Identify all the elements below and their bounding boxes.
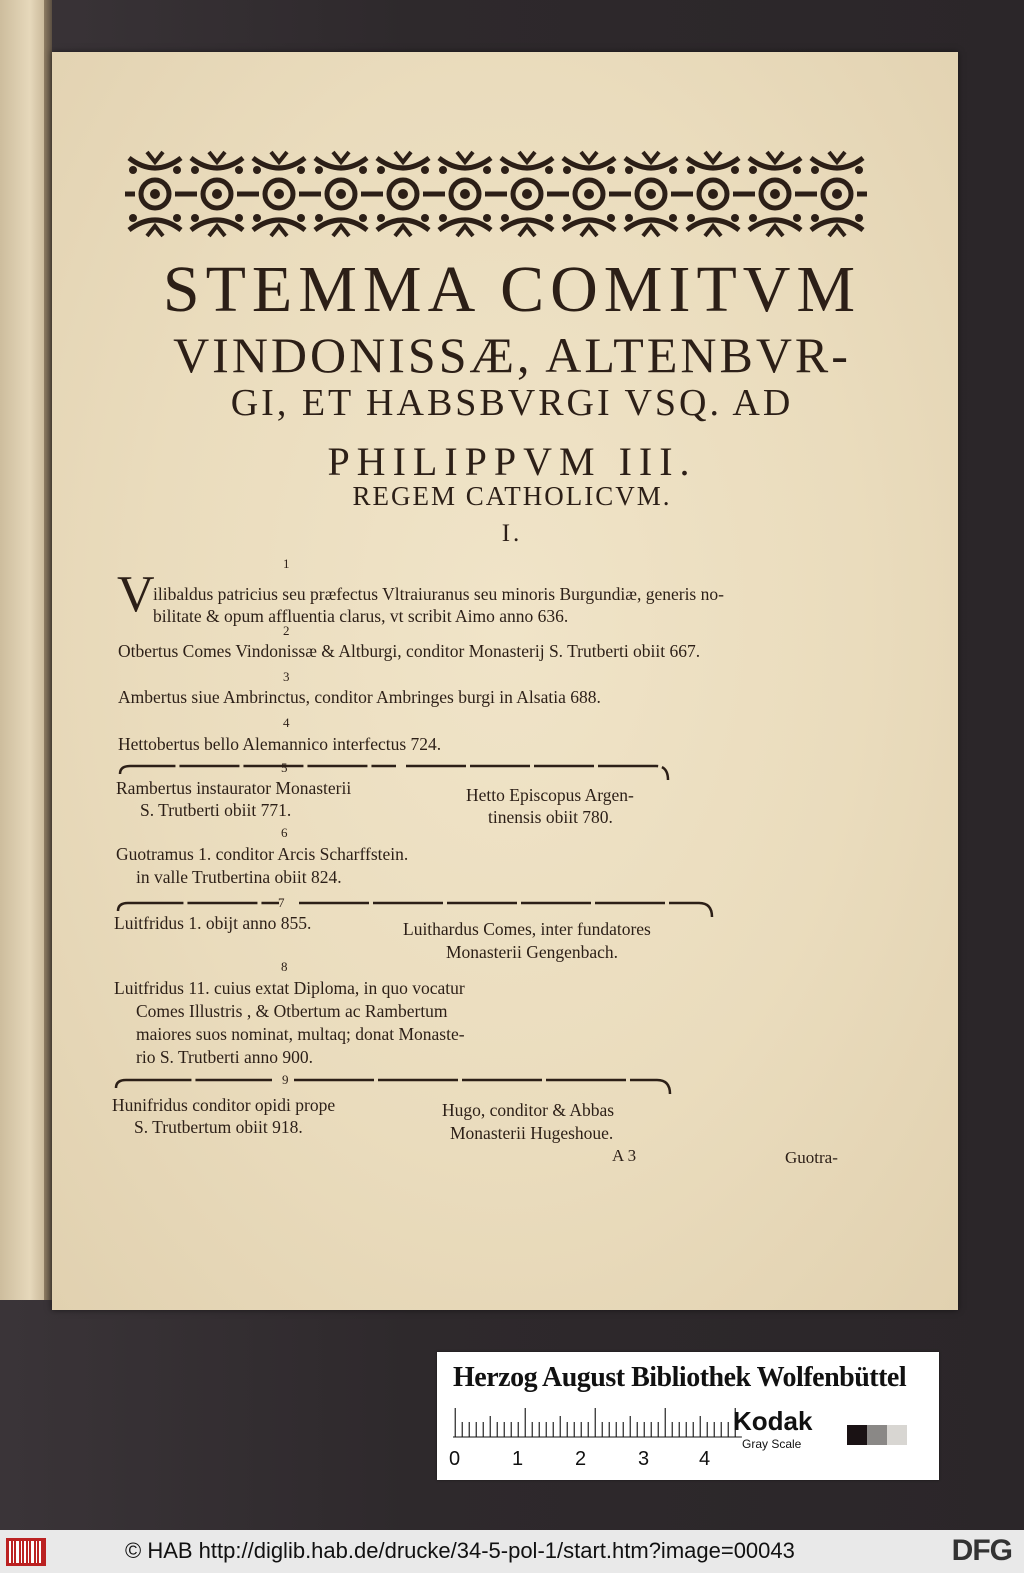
generation-number: 6 <box>281 825 288 840</box>
entry-8-line-4: rio S. Trutberti anno 900. <box>136 1047 313 1067</box>
book-gutter <box>44 0 52 1300</box>
dfg-logo: DFG <box>951 1534 1012 1567</box>
ruler-label: 0 <box>449 1448 461 1470</box>
gray-swatch-dark <box>847 1425 867 1445</box>
entry-5-right-line-2: tinensis obiit 780. <box>488 807 613 827</box>
ruler-label: 1 <box>512 1448 524 1470</box>
entry-8-line-3: maiores suos nominat, multaq; donat Monaste- <box>136 1024 465 1044</box>
facing-page-edge <box>0 0 50 1300</box>
section-number: I. <box>501 520 523 547</box>
ruler-scale-icon <box>453 1408 753 1438</box>
entry-1-line-2: bilitate & opum affluentia clarus, vt scribit Aimo anno 636. <box>153 606 569 626</box>
entry-9-left-line-1: Hunifridus conditor opidi prope <box>112 1095 336 1115</box>
generation-number: 8 <box>281 959 288 974</box>
title-line-5: REGEM CATHOLICVM. <box>352 481 672 511</box>
entry-9-left-line-2: S. Trutbertum obiit 918. <box>134 1117 303 1137</box>
entry-7-right-line-1: Luithardus Comes, inter fundatores <box>403 919 651 939</box>
generation-number: 5 <box>281 760 288 775</box>
entry-5-left-line-2: S. Trutberti obiit 771. <box>140 800 292 820</box>
gray-swatch-mid <box>867 1425 887 1445</box>
footer-url[interactable]: © HAB http://diglib.hab.de/drucke/34-5-pol-1/start.htm?image=00043 <box>125 1538 795 1563</box>
card-brand: Kodak <box>733 1406 813 1436</box>
entry-5-right-line-1: Hetto Episcopus Argen- <box>466 785 634 805</box>
signature-mark: A 3 <box>612 1146 637 1165</box>
generation-number: 7 <box>278 895 285 910</box>
entry-2: Otbertus Comes Vindonissæ & Altburgi, conditor Monasterij S. Trutberti obiit 667. <box>118 641 701 661</box>
entry-1-line-1: ilibaldus patricius seu præfectus Vltraiuranus seu minoris Burgundiæ, generis no- <box>153 584 724 604</box>
generation-number: 4 <box>283 715 290 730</box>
footer-bar <box>0 1530 1024 1573</box>
color-reference-card <box>437 1352 939 1480</box>
generation-number: 9 <box>282 1072 289 1087</box>
entry-6-line-2: in valle Trutbertina obiit 824. <box>136 867 342 887</box>
generation-number: 2 <box>283 623 290 638</box>
barcode-icon <box>6 1538 46 1566</box>
entry-7-left: Luitfridus 1. obijt anno 855. <box>114 913 312 933</box>
entry-9-right-line-2: Monasterii Hugeshoue. <box>450 1123 614 1143</box>
generation-number: 3 <box>283 669 290 684</box>
entry-5-left-line-1: Rambertus instaurator Monasterii <box>116 778 352 798</box>
drop-cap: V <box>117 566 155 623</box>
title-line-3: GI, ET HABSBVRGI VSQ. AD <box>230 382 794 424</box>
gray-swatch-light <box>887 1425 907 1445</box>
ruler-label: 4 <box>699 1448 711 1470</box>
title-line-4: PHILIPPVM III. <box>327 439 697 484</box>
generation-number: 1 <box>283 556 290 571</box>
entry-8-line-1: Luitfridus 11. cuius extat Diploma, in quo vocatur <box>114 978 465 998</box>
entry-4: Hettobertus bello Alemannico interfectus 724. <box>118 734 442 754</box>
ornament-band-icon <box>125 148 867 240</box>
entry-8-line-2: Comes Illustris , & Otbertum ac Rambertum <box>136 1001 448 1021</box>
entry-6-line-1: Guotramus 1. conditor Arcis Scharffstein. <box>116 844 409 864</box>
entry-9-right-line-1: Hugo, conditor & Abbas <box>442 1100 615 1120</box>
entry-7-right-line-2: Monasterii Gengenbach. <box>446 942 619 962</box>
catchword: Guotra- <box>785 1148 838 1167</box>
ruler-label: 3 <box>638 1448 650 1470</box>
card-subtitle: Gray Scale <box>742 1437 802 1451</box>
entry-3: Ambertus siue Ambrinctus, conditor Ambringes burgi in Alsatia 688. <box>118 687 601 707</box>
ruler-label: 2 <box>575 1448 587 1470</box>
card-title: Herzog August Bibliothek Wolfenbüttel <box>453 1362 907 1393</box>
title-line-1: STEMMA COMITVM <box>162 253 862 326</box>
title-line-2: VINDONISSÆ, ALTENBVR- <box>173 327 851 383</box>
